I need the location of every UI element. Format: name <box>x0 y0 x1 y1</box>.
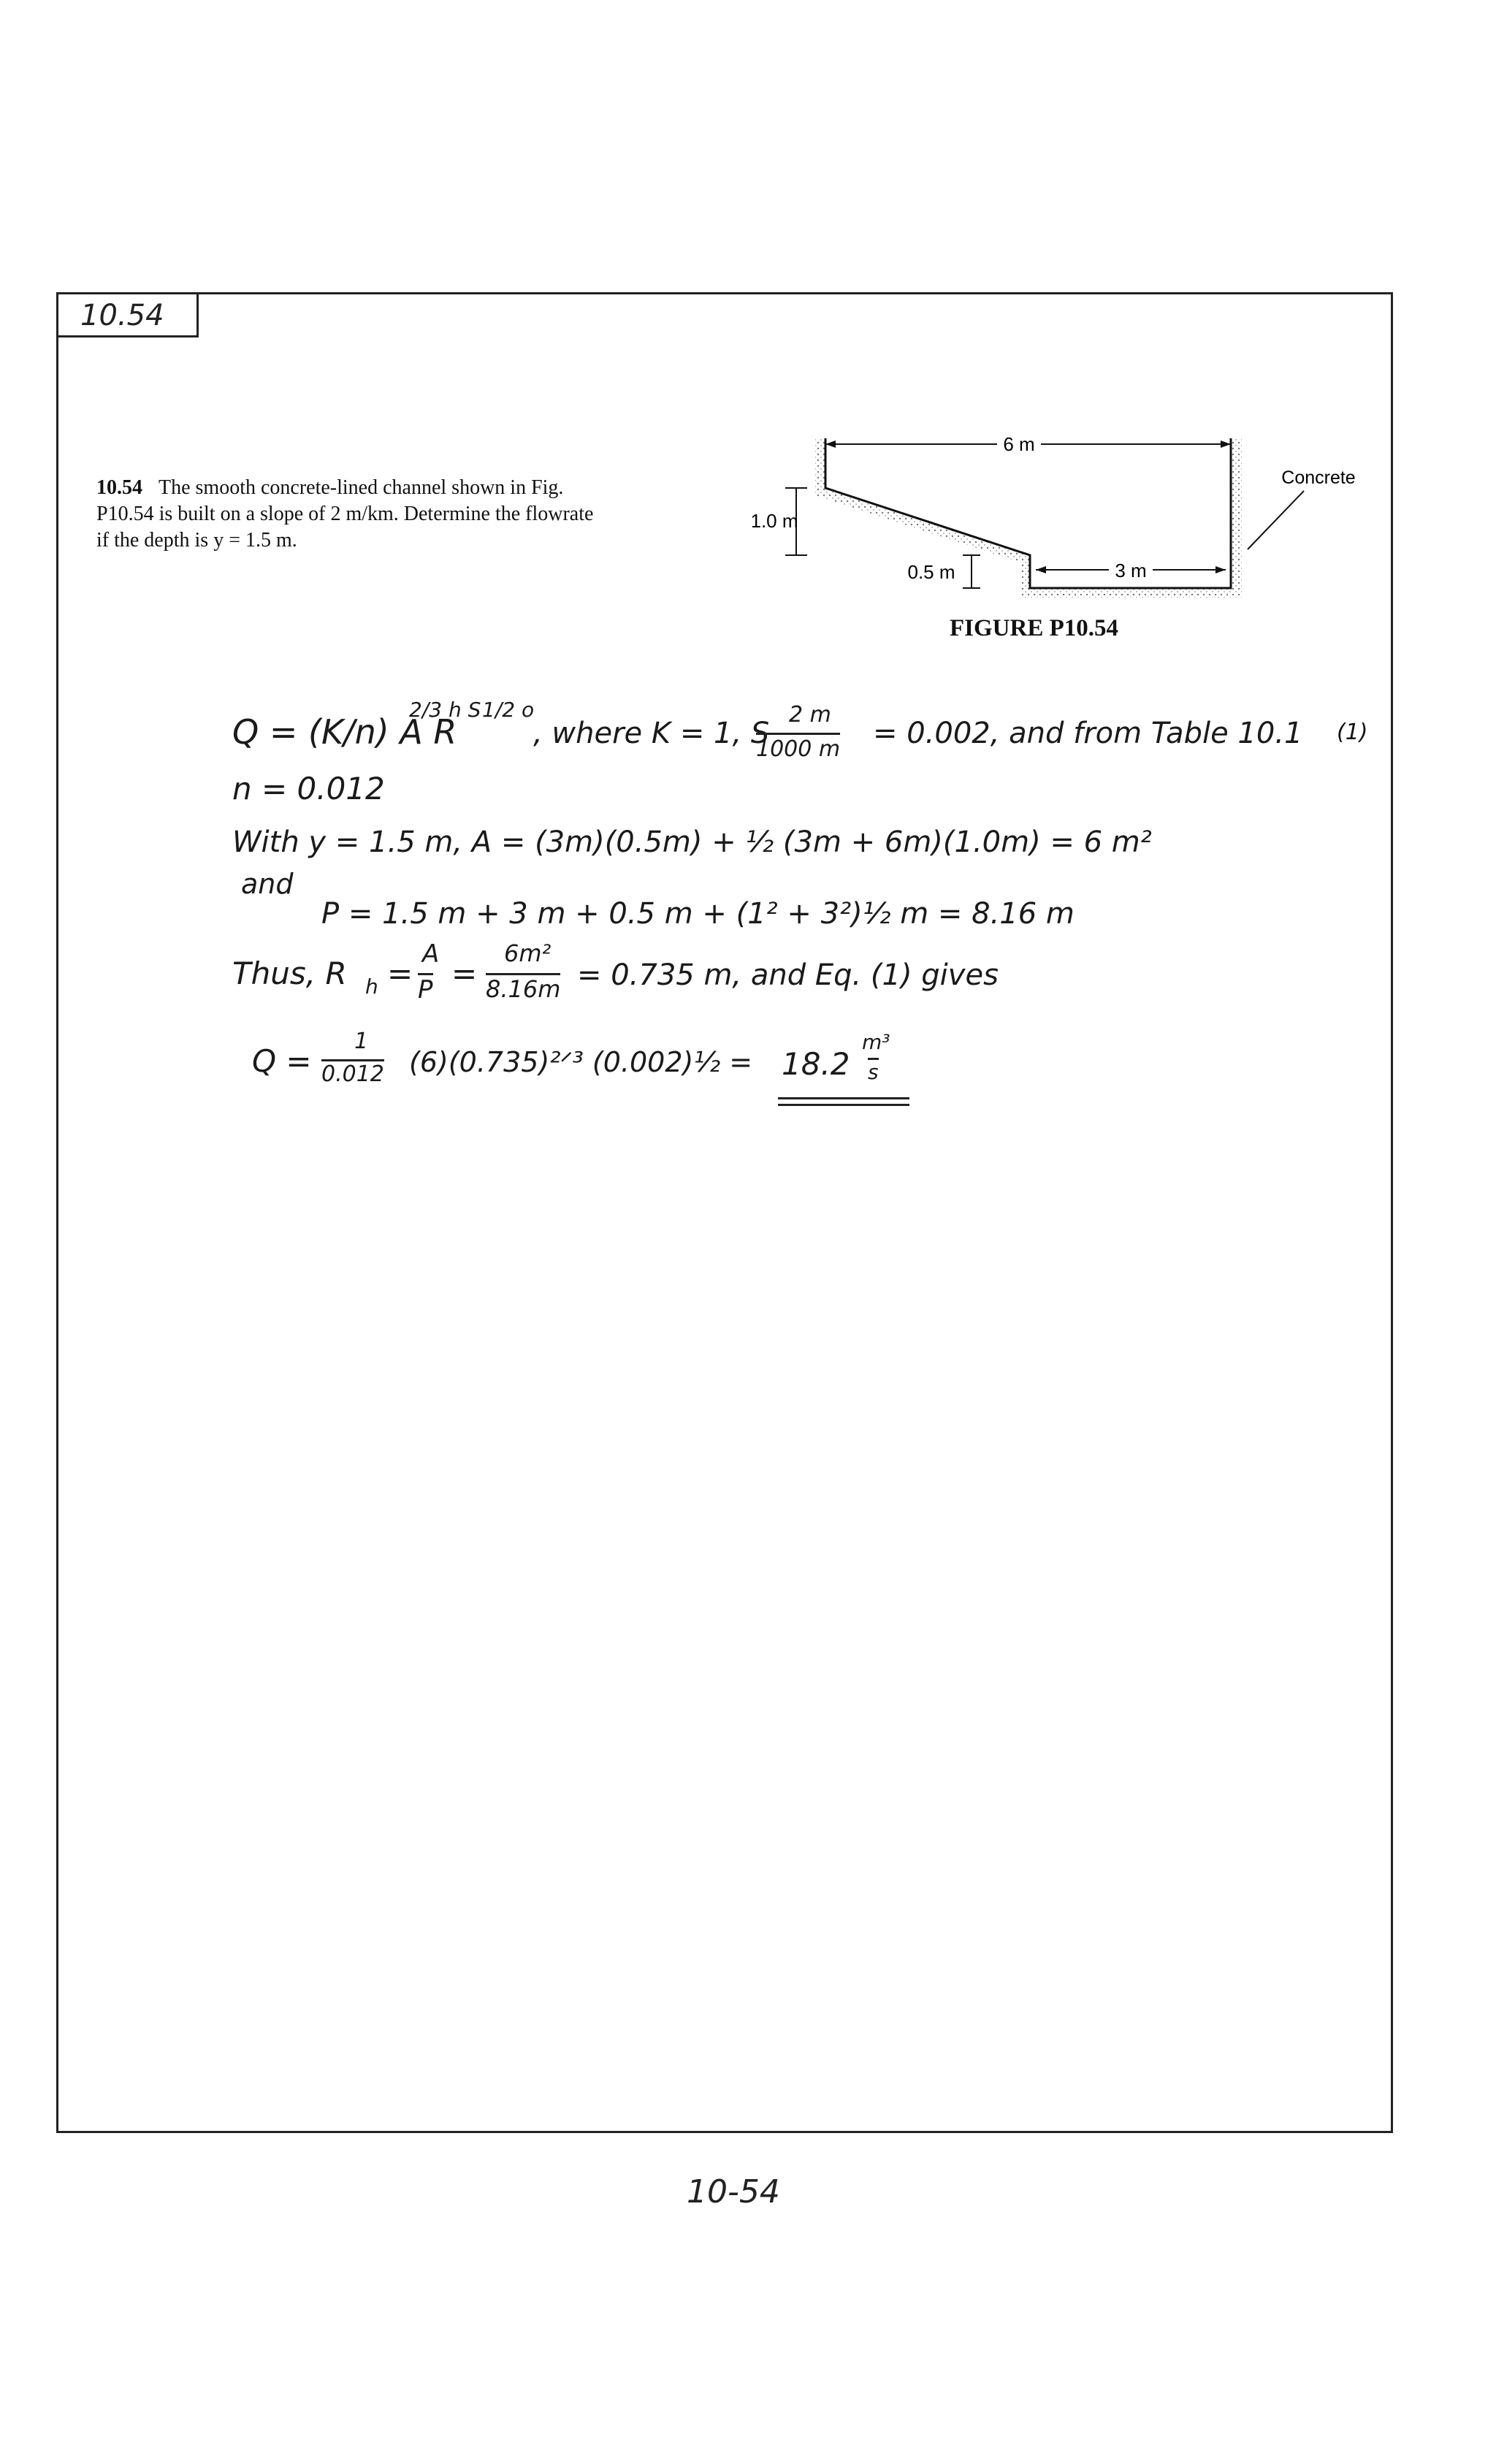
eq1-frac-den: 1000 m <box>756 733 840 762</box>
q-substitution: (6)(0.735)²ᐟ³ (0.002)½ = <box>409 1046 753 1078</box>
frac1-num: A <box>422 939 440 969</box>
figure-caption: FIGURE P10.54 <box>950 615 1118 641</box>
n-value: n = 0.012 <box>232 771 385 806</box>
answer-unit-den: s <box>868 1058 879 1084</box>
channel-figure <box>752 424 1381 628</box>
perimeter-calc: P = 1.5 m + 3 m + 0.5 m + (1² + 3²)½ m = 8.16 m <box>321 897 1075 931</box>
q-final-lhs: Q = <box>252 1043 312 1079</box>
eq1-exponent2: 1/2 o <box>482 698 535 722</box>
frac2-den: 8.16m <box>486 973 560 1003</box>
thus-rh: Thus, R <box>232 956 347 991</box>
problem-text-3: if the depth is y = 1.5 m. <box>96 529 297 552</box>
answer-value: 18.2 <box>782 1046 850 1082</box>
concrete-leader <box>1248 491 1304 549</box>
rh-subscript: h <box>365 974 378 999</box>
dim-label-step: 0.5 m <box>907 561 955 583</box>
problem-number: 10.54 <box>96 476 142 499</box>
problem-text-2: P10.54 is built on a slope of 2 m/km. Determine the flowrate <box>96 503 594 525</box>
eq1-rest: = 0.002, and from Table 10.1 <box>873 717 1303 750</box>
frac2-num: 6m² <box>504 939 552 967</box>
frac1-den: P <box>418 973 433 1004</box>
problem-text-1: The smooth concrete-lined channel shown in Fig. <box>159 476 564 499</box>
eq1-exponent: 2/3 h S <box>409 698 481 722</box>
concrete-label: Concrete <box>1281 468 1356 488</box>
rh-result: = 0.735 m, and Eq. (1) gives <box>577 958 999 992</box>
q-frac-den: 0.012 <box>321 1059 384 1087</box>
eq1-frac-num: 2 m <box>789 702 831 728</box>
q-frac-num: 1 <box>354 1029 369 1054</box>
dim-label-bottom: 3 m <box>1115 560 1147 581</box>
channel-cross-section <box>752 424 1381 628</box>
area-calc: With y = 1.5 m, A = (3m)(0.5m) + ½ (3m + 6m)(1.0m) = 6 m² <box>232 825 1152 859</box>
answer-unit-num: m³ <box>862 1030 890 1054</box>
eq1-where: , where K = 1, S <box>533 717 770 750</box>
equation-number: (1) <box>1337 720 1368 745</box>
page-number: 10-54 <box>687 2173 780 2211</box>
and-word: and <box>241 868 294 900</box>
answer-double-underline <box>778 1097 909 1106</box>
dim-label-top: 6 m <box>1003 433 1035 455</box>
dim-label-left: 1.0 m <box>752 510 798 532</box>
concrete-lining <box>815 438 1242 598</box>
problem-tag: 10.54 <box>56 292 199 337</box>
eq1-lhs: Q = (K/n) A R <box>232 712 457 752</box>
problem-statement <box>96 475 754 554</box>
